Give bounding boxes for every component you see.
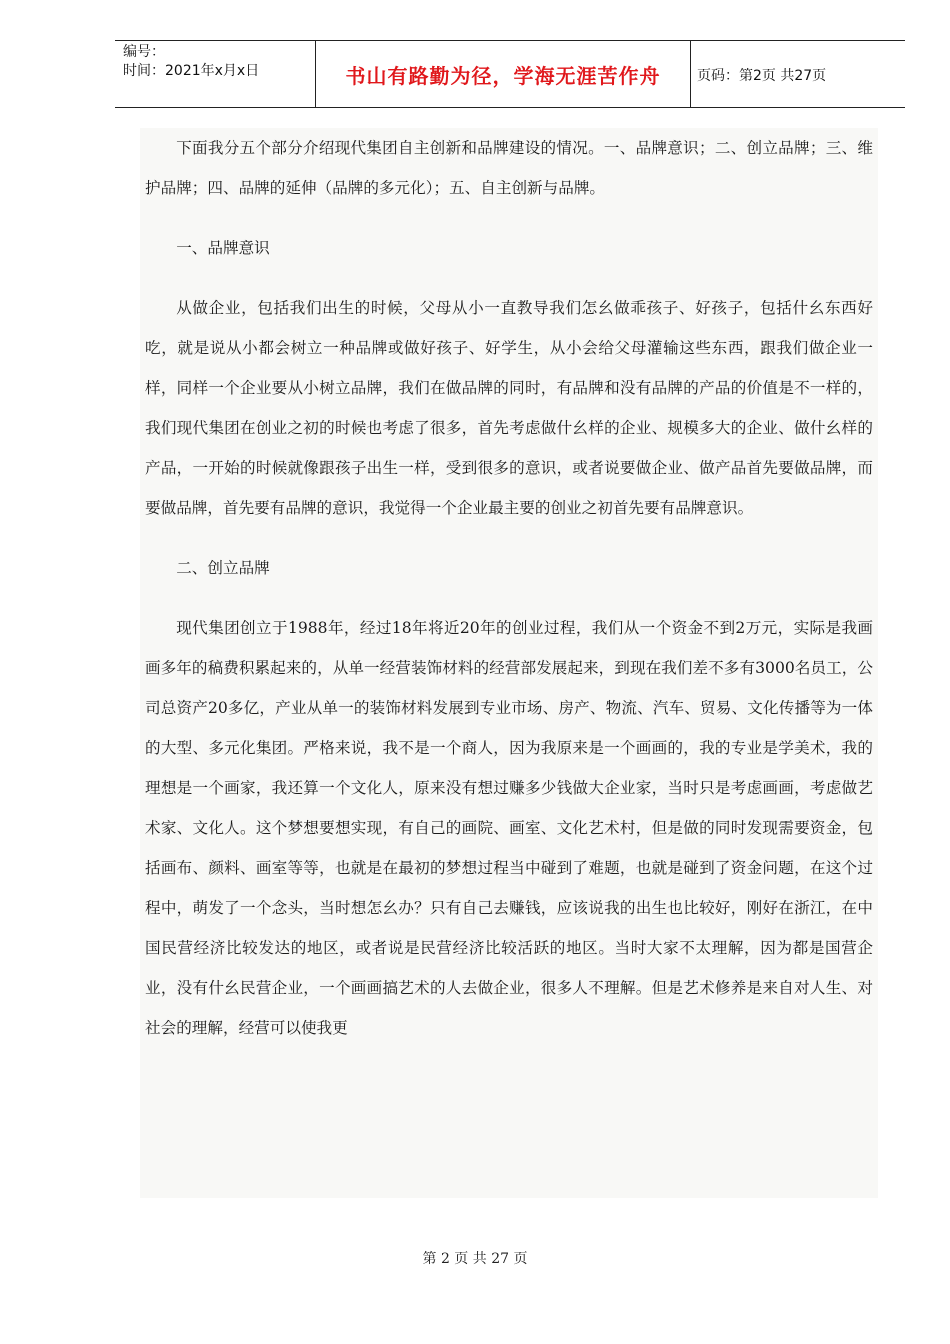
document-text bbox=[145, 128, 873, 1048]
section-1-heading: 一、品牌意识 bbox=[176, 239, 270, 257]
page-header bbox=[115, 40, 905, 108]
date-label: 时间：2021年x月x日 bbox=[123, 63, 260, 79]
page-footer: 第 2 页 共 27 页 bbox=[422, 1251, 528, 1267]
section-2-heading: 二、创立品牌 bbox=[176, 559, 270, 577]
intro-paragraph: 下面我分五个部分介绍现代集团自主创新和品牌建设的情况。一、品牌意识；二、创立品牌；三、维护品牌；四、品牌的延伸（品牌的多元化）；五、自主创新与品牌。 bbox=[145, 139, 873, 197]
serial-label: 编号： bbox=[123, 44, 165, 60]
header-motto: 书山有路勤为径，学海无涯苦作舟 bbox=[315, 41, 691, 107]
section-2-paragraph: 现代集团创立于1988年，经过18年将近20年的创业过程，我们从一个资金不到2万元，实际是我画画多年的稿费积累起来的，从单一经营装饰材料的经营部发展起来，到现在我们差不多有3000名员工，公司总资产20多亿，产业从单一的装饰材料发展到专业市场、房产、物流、汽车、贸易、文化传播等为一体的大型、多元化集团。严格来说，我不是一个商人，因为我原来是一个画画的，我的专业是学美术，我的理想是一个画家，我还算一个文化人，原来没有想过赚多少钱做大企业家，当时只是考虑画画，考虑做艺术家、文化人。这个梦想要想实现，有自己的画院、画室、文化艺术村，但是做的同时发现需要资金，包括画布、颜料、画室等等，也就是在最初的梦想过程当中碰到了难题，也就是碰到了资金问题，在这个过程中，萌发了一个念头，当时想怎幺办？只有自己去赚钱，应该说我的出生也比较好，刚好在浙江，在中国民营经济比较发达的地区，或者说是民营经济比较活跃的地区。当时大家不太理解，因为都是国营企业，没有什幺民营企业，一个画画搞艺术的人去做企业，很多人不理解。但是艺术修养是来自对人生、对社会的理解，经营可以使我更 bbox=[145, 619, 873, 1037]
document-body bbox=[140, 128, 878, 1198]
header-page-info: 页码：第2页 共27页 bbox=[697, 68, 827, 84]
section-1-paragraph: 从做企业，包括我们出生的时候，父母从小一直教导我们怎幺做乖孩子、好孩子，包括什幺东西好吃，就是说从小都会树立一种品牌或做好孩子、好学生，从小会给父母灌输这些东西，跟我们做企业一样，同样一个企业要从小树立品牌，我们在做品牌的同时，有品牌和没有品牌的产品的价值是不一样的，我们现代集团在创业之初的时候也考虑了很多，首先考虑做什幺样的企业、规模多大的企业、做什幺样的产品，一开始的时候就像跟孩子出生一样，受到很多的意识，或者说要做企业、做产品首先要做品牌，而要做品牌，首先要有品牌的意识，我觉得一个企业最主要的创业之初首先要有品牌意识。 bbox=[145, 299, 873, 517]
header-meta bbox=[123, 43, 313, 81]
